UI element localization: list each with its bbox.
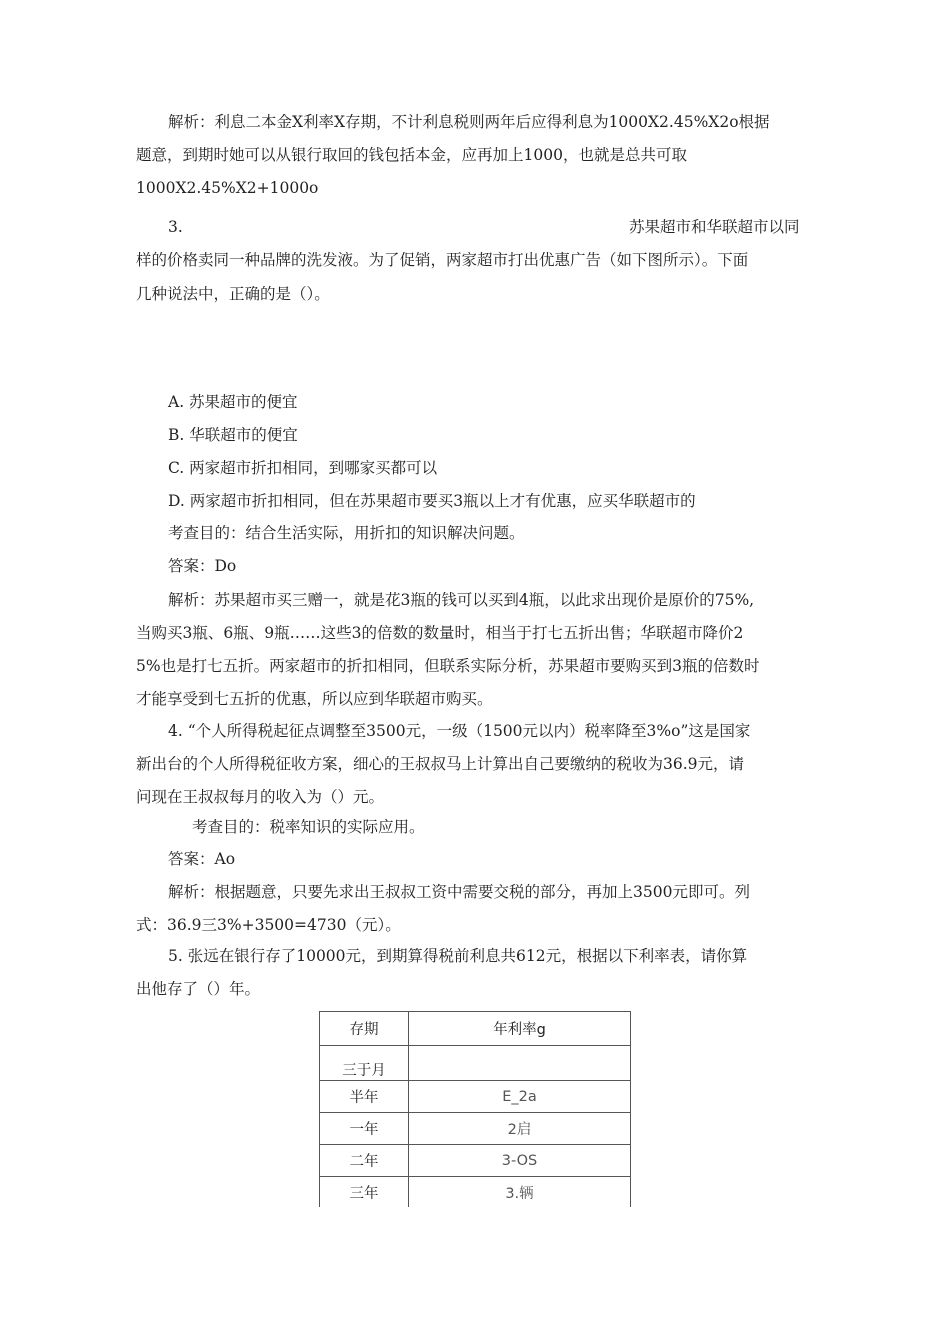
table-row (320, 1046, 631, 1081)
table-row (320, 1177, 631, 1208)
rate-cell: 3-OS (409, 1145, 631, 1177)
term-cell: 一年 (320, 1113, 409, 1145)
text-line: 样的价格卖同一种品牌的洗发液。为了促销，两家超市打出优惠广告（如下图所示）。下面 (136, 251, 749, 269)
rate-cell: 2启 (409, 1113, 631, 1145)
text-line: 苏果超市和华联超市以同 (629, 218, 800, 236)
answer: 答案：Do (168, 557, 237, 575)
text-line: 1000X2.45%X2+1000o (136, 179, 319, 197)
answer: 答案：Ao (168, 850, 236, 868)
text-line: 新出台的个人所得税征收方案，细心的王叔叔马上计算出自己要缴纳的税收为36.9元，请 (136, 755, 745, 773)
header-term: 存期 (320, 1012, 409, 1046)
analysis-line: 解析：苏果超市买三赠一，就是花3瓶的钱可以买到4瓶，以此求出现价是原价的75%, (168, 591, 755, 609)
analysis-line: 解析：根据题意，只要先求出王叔叔工资中需要交税的部分，再加上3500元即可。列 (168, 883, 750, 901)
analysis-line: 式：36.9三3%+3500=4730（元）。 (136, 916, 401, 934)
option-c: C. 两家超市折扣相同，到哪家买都可以 (168, 459, 438, 477)
term-cell: 三于月 (320, 1046, 409, 1081)
rate-cell (409, 1046, 631, 1081)
text-line: 5. 张远在银行存了10000元，到期算得税前利息共612元，根据以下利率表，请你算 (168, 947, 748, 965)
text-line: 4. “个人所得税起征点调整至3500元，一级（1500元以内）税率降至3%o”这是国家 (168, 722, 751, 740)
table-row (320, 1145, 631, 1177)
rate-cell: 3.辆 (409, 1177, 631, 1208)
analysis-line: 当购买3瓶、6瓶、9瓶……这些3的倍数的数量时，相当于打七五折出售；华联超市降价2 (136, 624, 744, 642)
text-line: 问现在王叔叔每月的收入为（）元。 (136, 788, 385, 806)
table-row (320, 1081, 631, 1113)
text-line: 题意，到期时她可以从银行取回的钱包括本金，应再加上1000，也就是总共可取 (136, 146, 687, 164)
analysis-line: 5%也是打七五折。两家超市的折扣相同，但联系实际分析，苏果超市要购买到3瓶的倍数时 (136, 657, 760, 675)
option-b: B. 华联超市的便宜 (168, 426, 298, 444)
text-line: 几种说法中，正确的是（）。 (136, 285, 330, 303)
option-d: D. 两家超市折扣相同，但在苏果超市要买3瓶以上才有优惠，应买华联超市的 (168, 492, 696, 510)
table-header-row (320, 1012, 631, 1046)
purpose: 考查目的：税率知识的实际应用。 (192, 818, 425, 836)
analysis-line: 才能享受到七五折的优惠，所以应到华联超市购买。 (136, 690, 493, 708)
question-number: 3. (168, 218, 183, 236)
purpose: 考查目的：结合生活实际，用折扣的知识解决问题。 (168, 524, 525, 542)
header-rate: 年利率g (409, 1012, 631, 1046)
interest-rate-table (319, 1011, 631, 1207)
term-cell: 三年 (320, 1177, 409, 1208)
term-cell: 半年 (320, 1081, 409, 1113)
term-cell: 二年 (320, 1145, 409, 1177)
table-row (320, 1113, 631, 1145)
text-line: 出他存了（）年。 (136, 980, 261, 998)
option-a: A. 苏果超市的便宜 (168, 393, 298, 411)
text-line: 解析：利息二本金X利率X存期，不计利息税则两年后应得利息为1000X2.45%X2o根据 (168, 113, 770, 131)
rate-cell: E_2a (409, 1081, 631, 1113)
